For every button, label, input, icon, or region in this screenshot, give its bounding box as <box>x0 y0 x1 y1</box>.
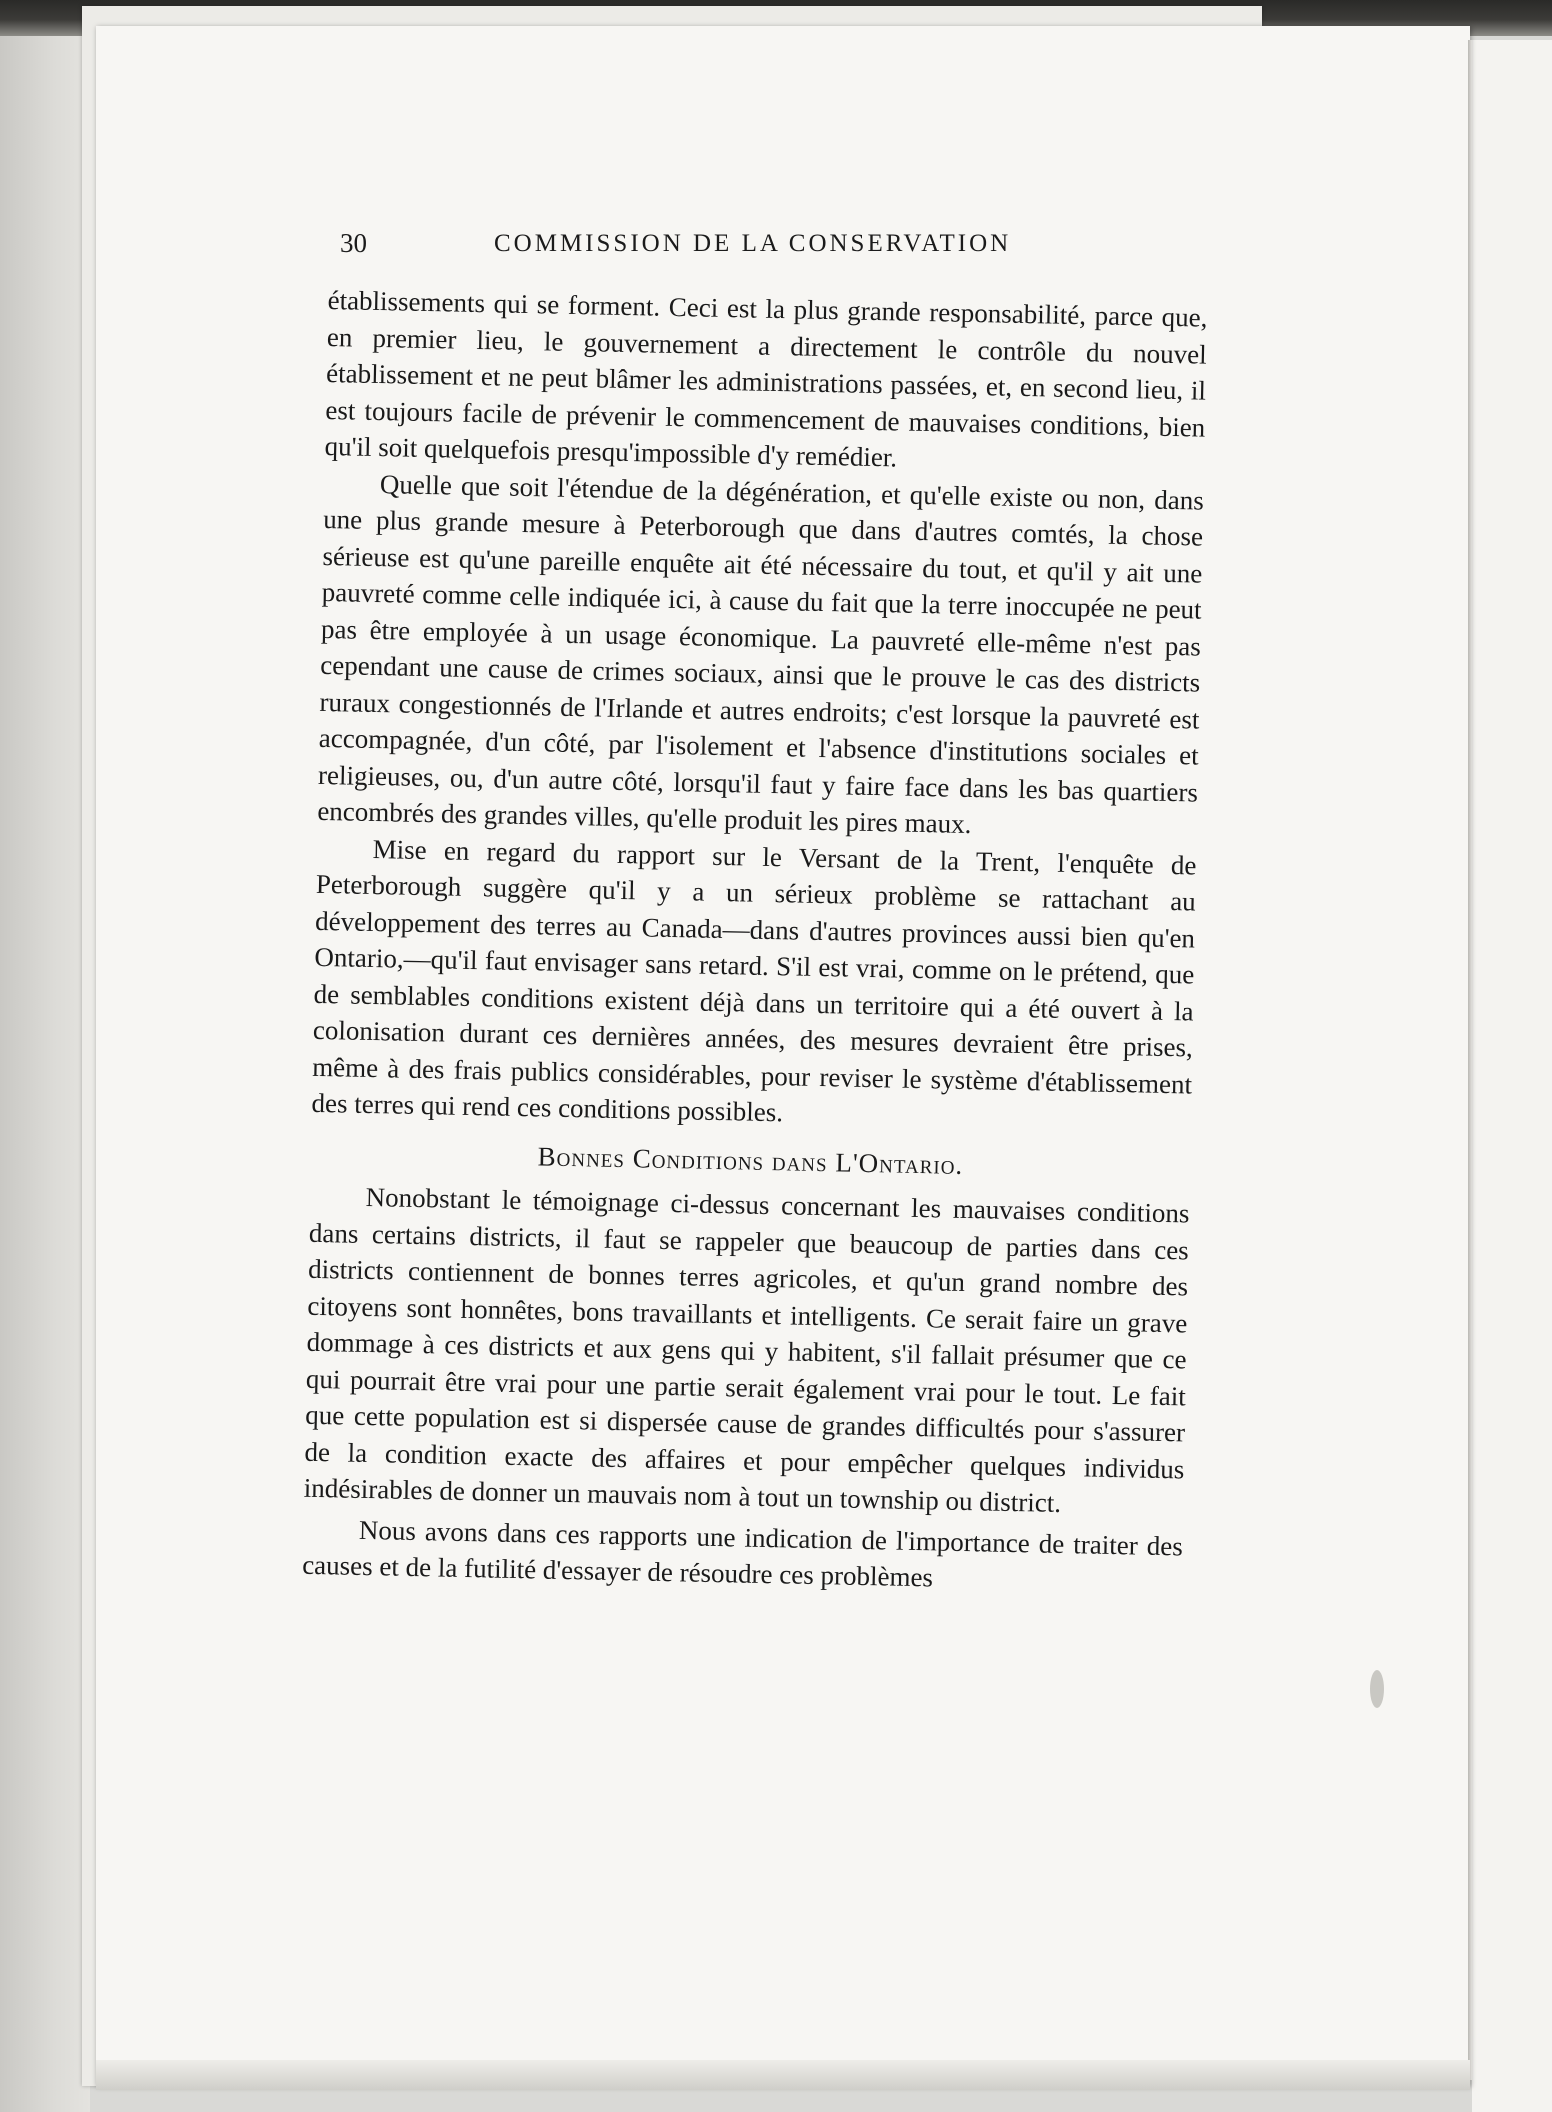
paragraph-4: Nonobstant le témoignage ci-dessus concernant les mauvaises conditions dans certains districts, il faut se rappeler que beaucoup de parties dans ces districts contiennent de bonnes terres agricoles, et qu'un grand nombre des citoyens sont honnêtes, bons travaillants et intelligents. Ce serait faire un grave dommage à ces districts et aux gens qui y habitent, s'il fallait présumer que ce qui pourrait être vrai pour une partie serait également vrai pour le tout. Le fait que cette population est si dispersée cause de grandes difficultés pour s'assurer de la condition exacte des affaires et pour empêcher quelques individus indésirables de donner un mauvais nom à tout un township ou district. <box>303 1181 1190 1518</box>
scan-left-margin <box>0 0 90 2112</box>
body-text <box>302 282 1208 1601</box>
paper-blemish <box>1370 1670 1384 1708</box>
page-number: 30 <box>340 228 367 258</box>
paragraph-5: Nous avons dans ces rapports une indication de l'importance de traiter des causes et de la futilité d'essayer de résoudre ces problèmes <box>301 1514 1184 1593</box>
paragraph-2: Quelle que soit l'étendue de la dégénération, et qu'elle existe ou non, dans une plus grande mesure à Peterborough que dans d'autres comtés, la chose sérieuse est qu'une pareille enquête ait été nécessaire du tout, et qu'il y ait une pauvreté comme celle indiquée ici, à cause du fait que la terre inoccupée ne peut pas être employée à un usage économique. La pauvreté elle-même n'est pas cependant une cause de crimes sociaux, ainsi que le prouve le cas des districts ruraux congestionnés de l'Irlande et autres endroits; c'est lorsque la pauvreté est accompagnée, d'un côté, par l'isolement et l'absence d'institutions sociales et religieuses, ou, d'un autre côté, lorsqu'il faut y faire face dans les bas quartiers encombrés des grandes villes, qu'elle produit les pires maux. <box>317 468 1205 840</box>
paragraph-3: Mise en regard du rapport sur le Versant de la Trent, l'enquête de Peterborough suggère qu'il y a un sérieux problème se rattachant au développement des terres au Canada—dans d'autres provinces aussi bien qu'en Ontario,—qu'il faut envisager sans retard. S'il est vrai, comme on le prétend, que de semblables conditions existent déjà dans un territoire qui a été ouvert à la colonisation durant ces dernières années, des mesures devraient être prises, même à des frais publics considérables, pour reviser le système d'établissement des terres qui rend ces conditions possibles. <box>311 833 1197 1128</box>
section-heading: Bonnes Conditions dans L'Ontario. <box>537 1140 964 1180</box>
paragraph-1: établissements qui se forment. Ceci est la plus grande responsabilité, parce que, en premier lieu, le gouvernement a directement le contrôle du nouvel établissement et ne peut blâmer les administrations passées, et, en second lieu, il est toujours facile de prévenir le commencement de mauvaises conditions, bien qu'il soit quelquefois presqu'impossible d'y remédier. <box>324 284 1208 473</box>
facing-page-edge <box>1472 40 1552 2112</box>
page-gutter <box>1468 40 1472 2080</box>
running-header <box>340 228 1200 272</box>
running-title: COMMISSION DE LA CONSERVATION <box>494 230 1012 257</box>
page-bottom-edge <box>96 2060 1470 2090</box>
